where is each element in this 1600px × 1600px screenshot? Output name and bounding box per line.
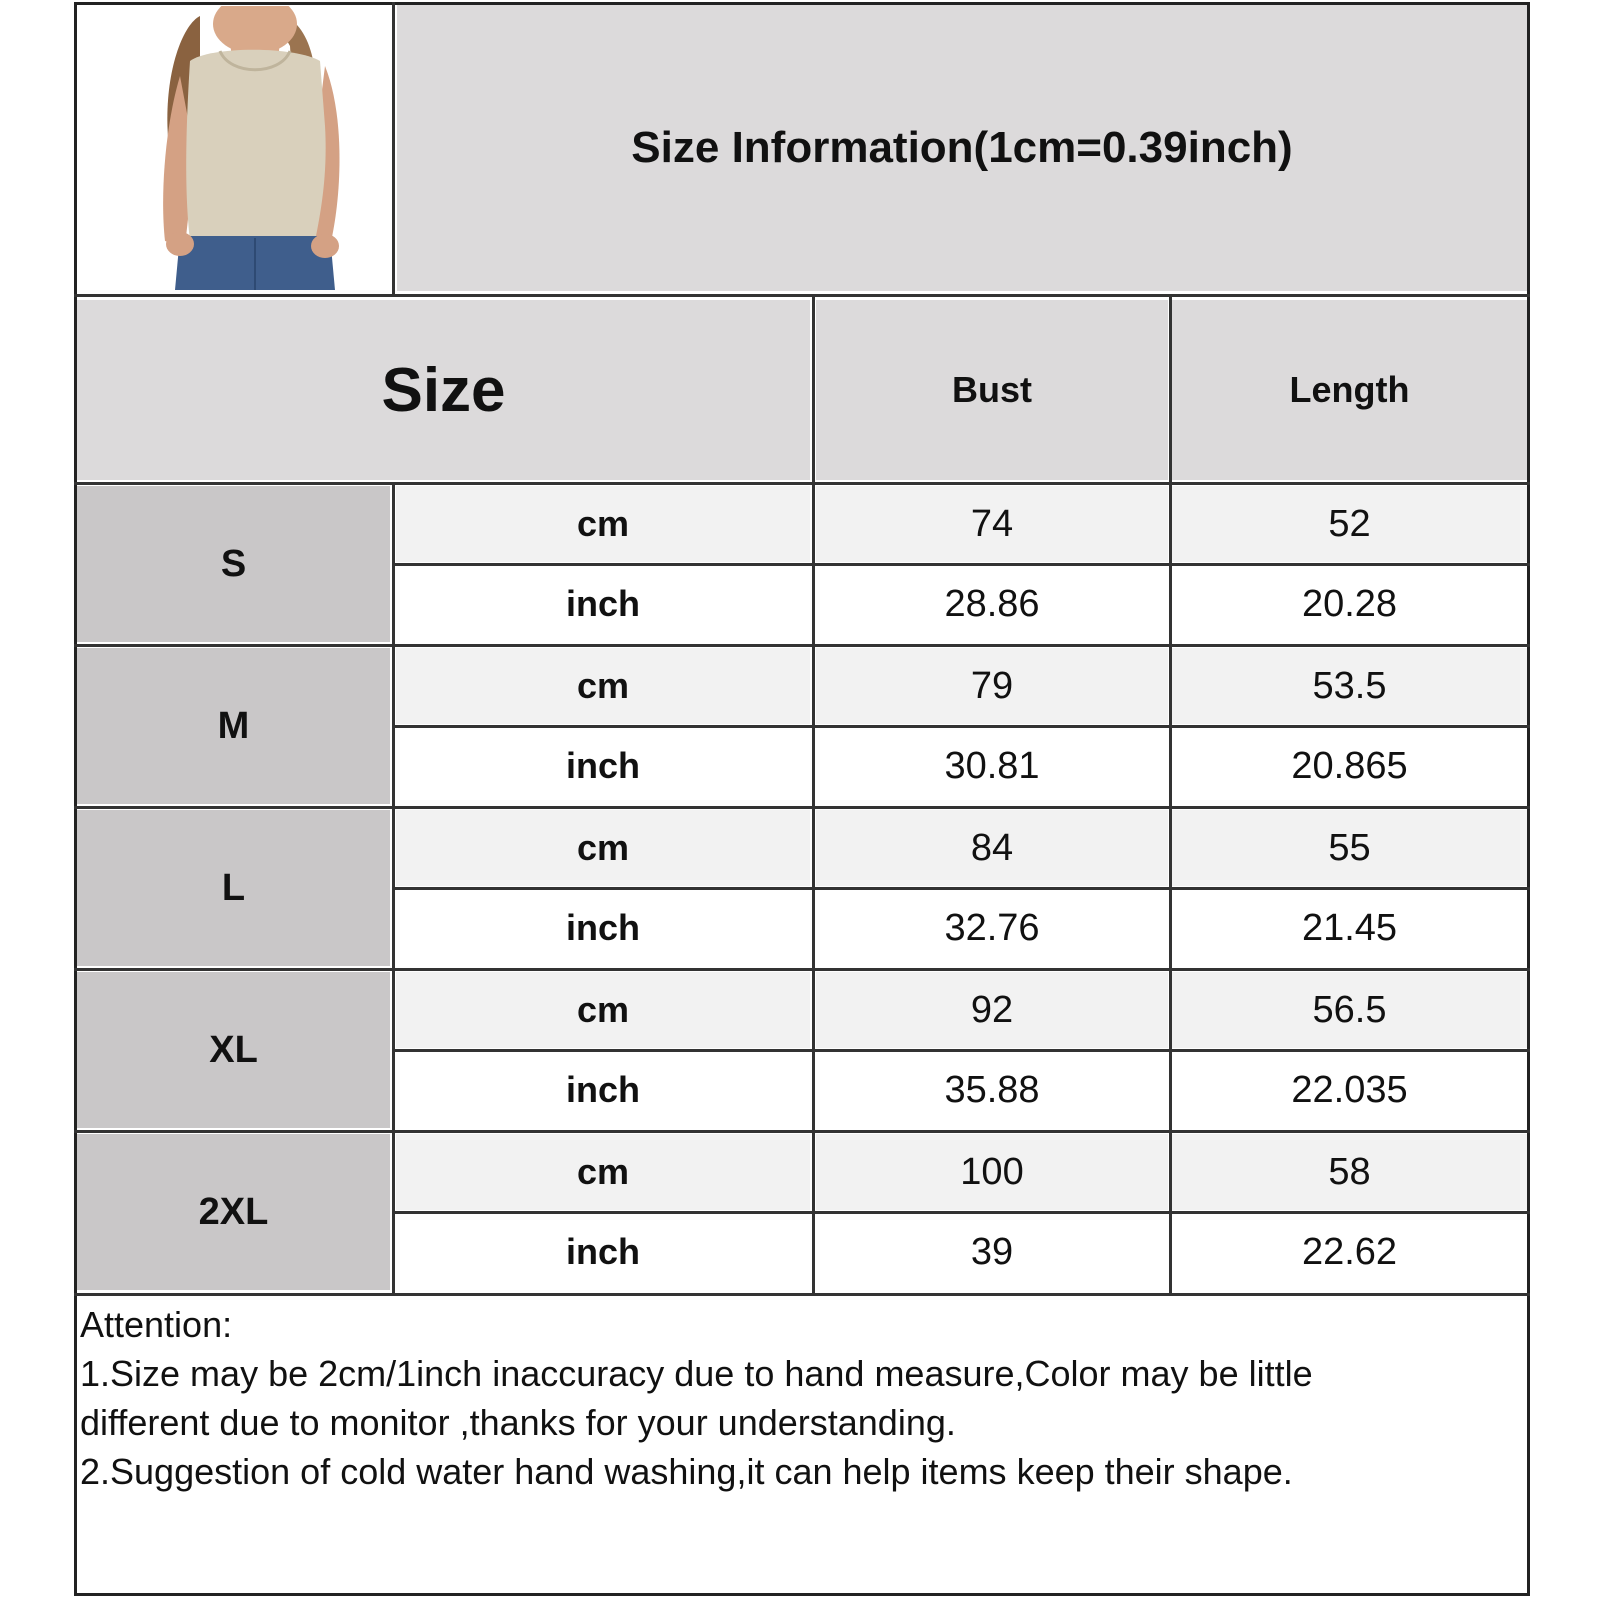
bust-value: 79 xyxy=(816,648,1168,724)
bust-value: 30.81 xyxy=(816,728,1168,804)
grid-line xyxy=(74,294,1530,297)
length-value: 58 xyxy=(1172,1134,1527,1210)
grid-line xyxy=(392,2,395,294)
length-value: 55 xyxy=(1172,810,1527,886)
attention-notes xyxy=(80,1300,1510,1496)
grid-line xyxy=(394,887,1530,890)
unit-cell: inch xyxy=(396,1214,810,1290)
unit-cell: cm xyxy=(396,810,810,886)
model-wearing-tank-top-image xyxy=(80,6,390,290)
grid-line xyxy=(394,1211,1530,1214)
length-value: 53.5 xyxy=(1172,648,1527,724)
unit-cell: cm xyxy=(396,972,810,1048)
chart-title: Size Information(1cm=0.39inch) xyxy=(397,5,1527,291)
length-value: 20.28 xyxy=(1172,566,1527,642)
length-value: 21.45 xyxy=(1172,890,1527,966)
unit-cell: inch xyxy=(396,728,810,804)
length-value: 22.035 xyxy=(1172,1052,1527,1128)
grid-line xyxy=(74,482,1530,485)
product-photo xyxy=(80,6,390,290)
bust-value: 28.86 xyxy=(816,566,1168,642)
unit-cell: cm xyxy=(396,1134,810,1210)
notes-line: different due to monitor ,thanks for your understanding. xyxy=(80,1402,956,1443)
size-label-2xl: 2XL xyxy=(77,1134,390,1290)
grid-line xyxy=(394,563,1530,566)
length-column-header: Length xyxy=(1172,300,1527,480)
bust-value: 35.88 xyxy=(816,1052,1168,1128)
grid-line xyxy=(1169,294,1172,1294)
bust-value: 92 xyxy=(816,972,1168,1048)
grid-line xyxy=(74,1293,1530,1296)
grid-line xyxy=(394,725,1530,728)
grid-line xyxy=(394,1049,1530,1052)
grid-line xyxy=(74,644,1530,647)
unit-cell: inch xyxy=(396,890,810,966)
length-value: 52 xyxy=(1172,486,1527,562)
size-label-l: L xyxy=(77,810,390,966)
grid-line xyxy=(74,968,1530,971)
notes-heading: Attention: xyxy=(80,1304,233,1345)
grid-line xyxy=(812,294,815,1294)
bust-value: 100 xyxy=(816,1134,1168,1210)
bust-value: 32.76 xyxy=(816,890,1168,966)
unit-cell: inch xyxy=(396,1052,810,1128)
bust-column-header: Bust xyxy=(816,300,1168,480)
size-label-s: S xyxy=(77,486,390,642)
bust-value: 84 xyxy=(816,810,1168,886)
size-label-xl: XL xyxy=(77,972,390,1128)
unit-cell: cm xyxy=(396,648,810,724)
notes-line: 1.Size may be 2cm/1inch inaccuracy due to hand measure,Color may be little xyxy=(80,1353,1313,1394)
size-label-m: M xyxy=(77,648,390,804)
length-value: 20.865 xyxy=(1172,728,1527,804)
unit-cell: inch xyxy=(396,566,810,642)
unit-cell: cm xyxy=(396,486,810,562)
bust-value: 74 xyxy=(816,486,1168,562)
size-column-header: Size xyxy=(77,300,810,480)
bust-value: 39 xyxy=(816,1214,1168,1290)
grid-line xyxy=(74,806,1530,809)
length-value: 22.62 xyxy=(1172,1214,1527,1290)
notes-line: 2.Suggestion of cold water hand washing,it can help items keep their shape. xyxy=(80,1451,1293,1492)
grid-line xyxy=(74,1130,1530,1133)
length-value: 56.5 xyxy=(1172,972,1527,1048)
